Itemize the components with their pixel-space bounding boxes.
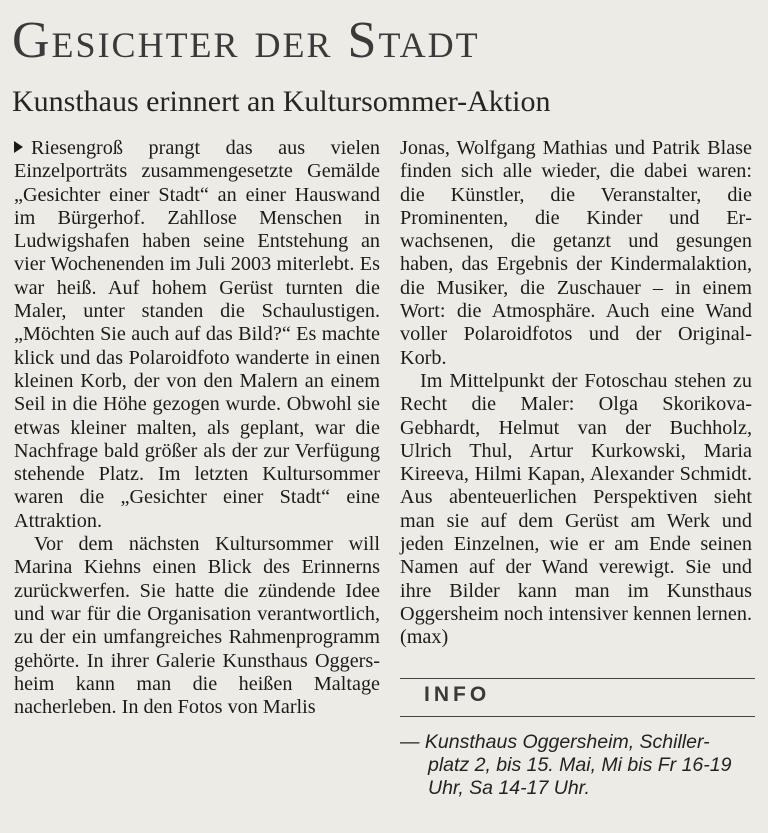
article-paragraph: Jonas, Wolfgang Mathias und Patrik Blase finden sich alle wieder, die dabei waren: die Künstler, die Veranstalter, die Prominenten, die Kinder und Erwachsenen, die getanzt und gesungen haben, das Ergebnis der Kindermalaktion, die Musiker, die Zuschauer – in einem Wort: die Atmosphäre. Auch eine Wand voller Polaroidfotos und der Original-Korb. xyxy=(400,137,752,369)
info-bottom-divider xyxy=(400,716,755,717)
info-text xyxy=(400,731,760,800)
info-top-divider xyxy=(400,678,755,679)
headline: Gesichter der Stadt xyxy=(12,12,480,69)
article-column-left xyxy=(14,137,380,719)
info-line: — Kunsthaus Oggersheim, Schiller- xyxy=(400,731,710,753)
subheadline: Kunsthaus erinnert an Kultursommer-Aktion xyxy=(12,85,551,118)
triangle-bullet-icon xyxy=(14,141,23,153)
article-paragraph: Im Mittelpunkt der Fotoschau stehen zu Recht die Maler: Olga Skorikova-Gebhardt, Helmut van der Buchholz, Ulrich Thul, Artur Kurkowski, Maria Kireeva, Hilmi Kapan, Alexander Schmidt. Aus abenteuerlichen Perspektiven sieht man sie auf dem Gerüst am Werk und jeden Einzelnen, wie er am Ende seinen Namen auf der Wand verewigt. Sie und ihre Bilder kann man im Kunsthaus Oggersheim noch intensiver kennen lernen. (max) xyxy=(400,369,752,649)
article-paragraph xyxy=(14,137,380,533)
info-line: platz 2, bis 15. Mai, Mi bis Fr 16-19 xyxy=(428,754,732,776)
info-label: INFO xyxy=(424,683,491,706)
article-paragraph-text: Riesengroß prangt das aus vielen Einzelporträts zusammengesetzte Gemälde „Gesichter einer Stadt“ an einer Hauswand im Bürgerhof. Zahllose Menschen in Ludwigshafen haben seine Entstehung an vier Wochenenden im Juli 2003 miterlebt. Es war heiß. Auf hohem Gerüst turnten die Maler, unter standen die Schaulustigen. „Möchten Sie auch auf das Bild?“ Es machte klick und das Polaroidfoto wanderte in einen kleinen Korb, der von den Malern an einem Seil in die Höhe gezogen wurde. Obwohl sie etwas kleiner malten, als geplant, war die Nachfrage bald größer als der zur Verfügung stehende Platz. Im letzten Kultursommer waren die „Gesichter einer Stadt“ eine Attraktion. xyxy=(14,137,380,532)
info-line: Uhr, Sa 14-17 Uhr. xyxy=(428,777,590,799)
article-paragraph: Vor dem nächsten Kultursommer will Marina Kiehns einen Blick des Erinnerns zurückwerfen. Sie hatte die zündende Idee und war für die Organisation verantwortlich, zu der ein umfangreiches Rahmenprogramm gehörte. In ihrer Galerie Kunsthaus Oggersheim kann man die heißen Maltage nacherleben. In den Fotos von Marlis xyxy=(14,533,380,719)
article-column-right xyxy=(400,137,752,650)
